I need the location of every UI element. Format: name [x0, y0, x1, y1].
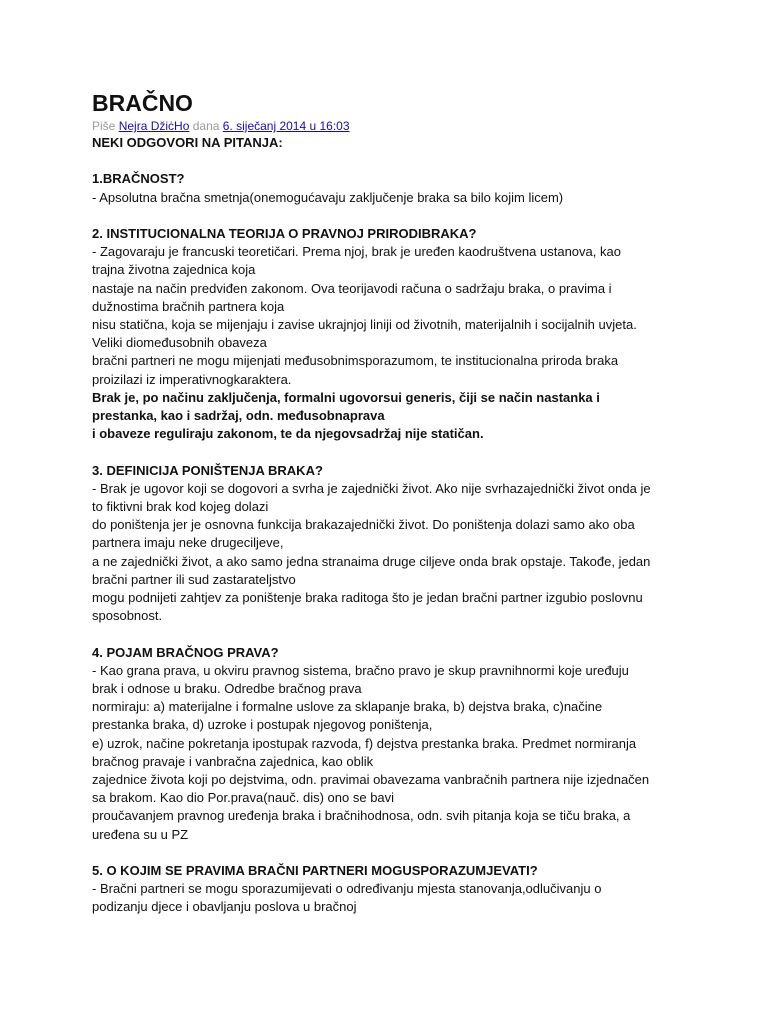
paragraph-line: - Zagovaraju je francuski teoretičari. Prema njoj, brak je uređen kaodruštvena ustanova, kao	[92, 244, 621, 260]
blank-line	[92, 844, 708, 862]
paragraph-line: trajna životna zajednica koja	[92, 262, 256, 278]
paragraph-line: sposobnost.	[92, 608, 163, 624]
paragraph-line: sa brakom. Kao dio Por.prava(nauč. dis) ono se bavi	[92, 790, 395, 806]
paragraph-line: bračni partner ili sud zastarateljstvo	[92, 571, 296, 587]
section-heading: 5. O KOJIM SE PRAVIMA BRAČNI PARTNERI MOGUSPORAZUMJEVATI?	[92, 863, 538, 879]
paragraph-line: zajednice života koji po dejstvima, odn. pravimai obavezama vanbračnih partnera nije izjednačen	[92, 772, 650, 788]
paragraph-line: mogu podnijeti zahtjev za poništenje braka raditoga što je jedan bračni partner izgubio poslovnu	[92, 590, 643, 606]
paragraph-line: nastaje na način predviđen zakonom. Ova teorijavodi računa o sadržaju braka, o pravima i	[92, 280, 612, 296]
paragraph-line: - Apsolutna bračna smetnja(onemogućavaju zaključenje braka sa bilo kojim licem)	[92, 189, 564, 205]
section-heading: 2. INSTITUCIONALNA TEORIJA O PRAVNOJ PRIRODIBRAKA?	[92, 225, 477, 241]
blank-line	[92, 625, 708, 643]
section-heading: 4. POJAM BRAČNOG PRAVA?	[92, 644, 279, 660]
byline-prefix: Piše	[92, 119, 116, 133]
paragraph-line: - Kao grana prava, u okviru pravnog sistema, bračno pravo je skup pravnihnormi koje uređuju	[92, 662, 629, 678]
paragraph-line: prestanka braka, d) uzroke i postupak njegovog poništenja,	[92, 717, 433, 733]
blank-line	[92, 207, 708, 225]
paragraph-line: dužnostima bračnih partnera koja	[92, 298, 285, 314]
date-link[interactable]: 6. siječanj 2014 u 16:03	[222, 119, 350, 133]
section-heading: i obaveze reguliraju zakonom, te da njegovsadržaj nije statičan.	[92, 426, 484, 442]
paragraph-line: normiraju: a) materijalne i formalne uslove za sklapanje braka, b) dejstva braka, c)načine	[92, 699, 603, 715]
section-heading: prestanka, kao i sadržaj, odn. međusobnaprava	[92, 408, 385, 424]
byline	[92, 118, 708, 134]
paragraph-line: proučavanjem pravnog uređenja braka i bračnihodnosa, odn. svih pitanja koja se tiču braka, a	[92, 808, 631, 824]
article-body	[92, 134, 708, 917]
section-heading: NEKI ODGOVORI NA PITANJA:	[92, 135, 283, 150]
paragraph-line: Veliki diomeđusobnih obaveza	[92, 335, 267, 351]
paragraph-line: a ne zajednički život, a ako samo jedna stranaima druge ciljeve onda brak opstaje. Takođe, jedan	[92, 553, 651, 569]
paragraph-line: proizilazi iz imperativnogkaraktera.	[92, 371, 292, 387]
paragraph-line: brak i odnose u braku. Odredbe bračnog prava	[92, 681, 362, 697]
paragraph-line: - Brak je ugovor koji se dogovori a svrha je zajednički život. Ako nije svrhazajednički život onda je	[92, 480, 651, 496]
paragraph-line: e) uzrok, načine pokretanja ipostupak razvoda, f) dejstva prestanka braka. Predmet normiranja	[92, 735, 637, 751]
section-heading: Brak je, po načinu zaključenja, formalni ugovorsui generis, čiji se način nastanka i	[92, 389, 600, 405]
blank-line	[92, 443, 708, 461]
paragraph-line: uređena su u PZ	[92, 826, 189, 842]
paragraph-line: partnera imaju neke drugeciljeve,	[92, 535, 284, 551]
page-title: BRAČNO	[92, 90, 193, 116]
paragraph-line: podizanju djece i obavljanju poslova u bračnoj	[92, 899, 357, 915]
paragraph-line: do poništenja jer je osnovna funkcija brakazajednički život. Do poništenja dolazi samo ako oba	[92, 517, 635, 533]
byline-middle: dana	[192, 119, 220, 133]
paragraph-line: bračni partneri ne mogu mijenjati međusobnimsporazumom, te institucionalna priroda braka	[92, 353, 619, 369]
paragraph-line: to fiktivni brak kod kojeg dolazi	[92, 499, 269, 515]
author-link[interactable]: Nejra DžiċHo	[118, 119, 190, 133]
paragraph-line: bračnog pravaje i vanbračna zajednica, kao oblik	[92, 753, 374, 769]
blank-line	[92, 152, 708, 170]
paragraph-line: - Bračni partneri se mogu sporazumijevati o određivanju mjesta stanovanja,odlučivanju o	[92, 881, 602, 897]
section-heading: 3. DEFINICIJA PONIŠTENJA BRAKA?	[92, 462, 323, 478]
paragraph-line: nisu statična, koja se mijenjaju i zavise ukrajnjoj liniji od životnih, materijalnih i socijalnih uvjeta.	[92, 317, 637, 332]
section-heading: 1.BRAČNOST?	[92, 171, 185, 187]
